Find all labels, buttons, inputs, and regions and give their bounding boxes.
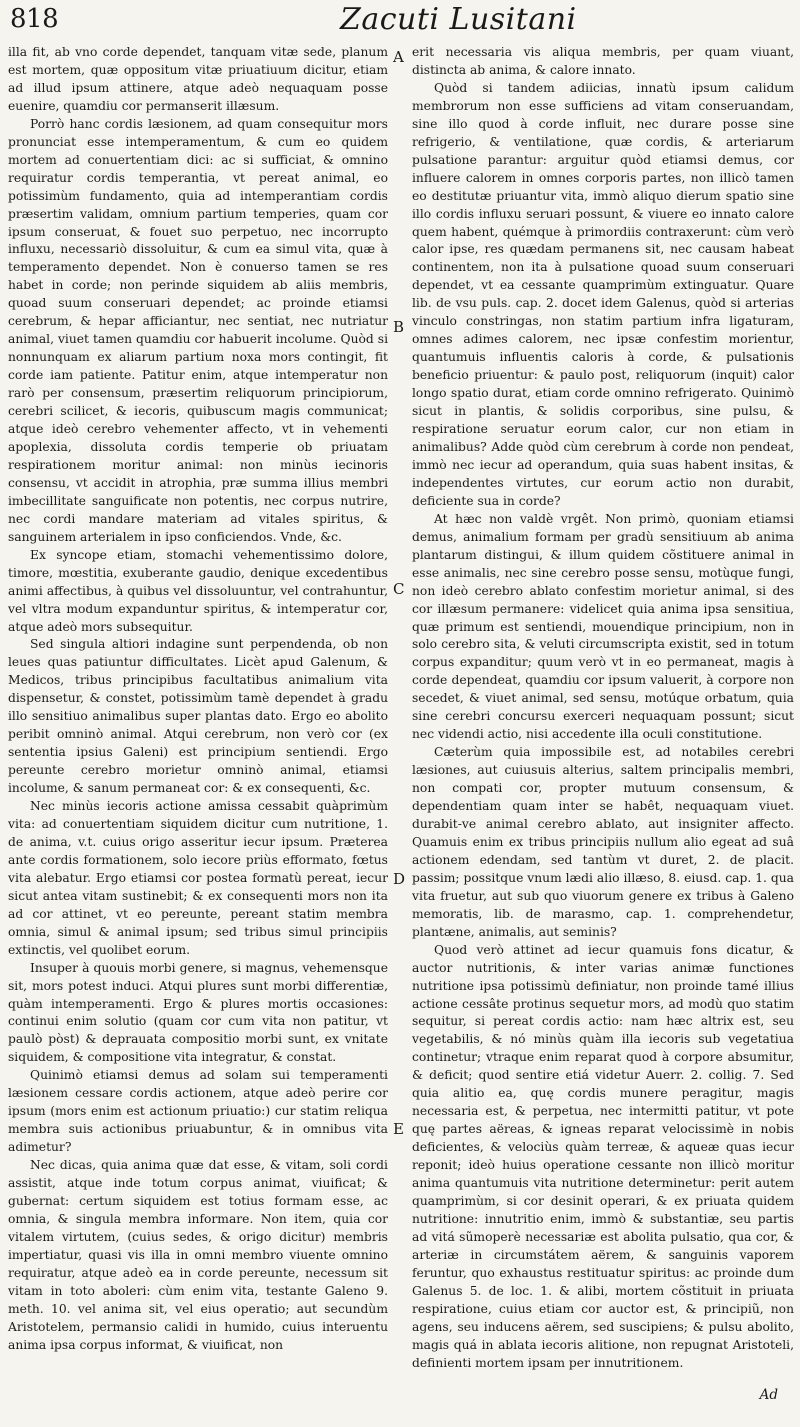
paragraph: erit necessaria vis aliqua membris, per quam viuant, distincta ab anima, & calore innato. [412,45,794,77]
margin-marker-b: B [393,318,405,336]
paragraph: At hæc non valdè vrgêt. Non primò, quoniam etiamsi demus, animalium formam per gradù sensitiuum ab anima plantarum distingui, & illum quidem cõstituere animal in esse animalis, nec sine cerebro posse sensu, motùque fungi, non ideò cerebro ablato confestim morietur animal, si des cor illæsum permanere: videlicet quia anima ipsa sensitiua, quæ primum est sentiendi, mouendique principium, non in solo cerebro sita, & veluti circumscripta existit, sed in totum corpus expanditur; quum verò vt in eo permaneat, magis à corde dependeat, quamdiu cor ipsum valuerit, à corpore non secedet, & viuet animal, sed sensu, motúque orbatum, quia sine cerebri concursu exerceri nequaquam possunt; sicut nec videndi actio, nisi accedente illa oculi constitutione. [412,511,794,742]
paragraph: illa fit, ab vno corde dependet, tanquam vitæ sede, planum est mortem, quæ oppositum vitæ priuatiuum dicitur, etiam ad illud ipsum attinere, atque adeò nequaquam posse euenire, quamdiu cor permanserit illæsum. [8,45,388,113]
left-column [8,44,388,1355]
paragraph: Nec dicas, quia anima quæ dat esse, & vitam, soli cordi assistit, atque inde totum corpus animat, viuificat; & gubernat: certum siquidem est totius formam esse, ac omnia, & singula membra informare. Non item, quia cor vitalem virtutem, (cuius sedes, & origo dicitur) membris impertiatur, quasi vis illa in omni membro viuente omnino requiratur, atque adeò ea in corde pereunte, necessum sit vitam in toto aboleri: cùm enim vita, testante Galeno 9. meth. 10. vel anima sit, vel eius operatio; aut secundùm Aristotelem, permansio calidi in humido, cuius interuentu anima ipsa corpus informat, & viuificat, non [8,1158,388,1352]
catchword: Ad [759,1387,778,1403]
paragraph: Cæterùm quia impossibile est, ad notabiles cerebri læsiones, aut cuiusuis alterius, saltem principalis membri, non compati cor, propter mutuum consensum, & dependentiam quam inter se habêt, nequaquam viuet. durabit-ve animal cerebro ablato, aut insigniter affecto. Quamuis enim ex tribus principiis nullum alio egeat ad suâ actionem edendam, sed tantùm vt duret, 2. de placit. passim; possitque vnum lædi alio illæso, 8. eiusd. cap. 1. qua vita fruetur, aut sub quo viuorum genere ex tribus à Galeno memoratis, lib. de marasmo, cap. 1. comprehendetur, plantæne, animalis, aut seminis? [412,745,794,939]
paragraph: Porrò hanc cordis læsionem, ad quam consequitur mors pronunciat esse intemperamentum, & cum eo quidem mortem ad conuertentiam dici: ac si sufficiat, & omnino requiratur cordis temperantia, vt pereat animal, eo potissimùm fundamento, quia ad intemperantiam cordis præsertim validam, omnium partium temperies, quam cor ipsum conseruat, & fouet suo perpetuo, nec incorrupto influxu, necessariò dissoluitur, & cum ea simul vita, quæ à temperamento dependet. Non è conuerso tamen se res habet in corde; non perinde siquidem ab aliis membris, quoad suum conseruari dependet; ac proinde etiamsi cerebrum, & hepar afficiantur, nec sentiat, nec nutriatur animal, viuet tamen quamdiu cor habuerit incolume. Quòd si nonnunquam ex aliarum partium noxa mors contingit, fit corde iam patiente. Patitur enim, atque intemperatur non rarò per consensum, præsertim reliquorum principiorum, cerebri scilicet, & iecoris, quibuscum magis communicat; atque ideò cerebro vehementer affecto, vt in vehementi apoplexia, dissoluta cordis temperie ob priuatam respirationem moritur animal: non minùs iecinoris consensu, vt accidit in atrophia, præ summa illius membri imbecillitate sanguificate non potentis, nec corpus nutrire, nec cordi mandare materiam ad vitales spiritus, & sanguinem arterialem in ipso conficiendos. Vnde, &c. [8,116,388,544]
page-number: 818 [10,4,59,34]
paragraph: Quinimò etiamsi demus ad solam sui temperamenti læsionem cessare cordis actionem, atque adeò perire cor ipsum (mors enim est actionum priuatio:) cur statim reliqua membra suis actionibus priuabuntur, & in omnibus vita adimetur? [8,1068,388,1155]
paragraph: Insuper à quouis morbi genere, si magnus, vehemensque sit, mors potest induci. Atqui plures sunt morbi differentiæ, quàm intemperamenti. Ergo & plures mortis occasiones: continui enim solutio (quam cor cum vita non patitur, vt paulò pòst) & deprauata compositio morbi sunt, ex vnitate siquidem, & compositione vita integratur, & constat. [8,960,388,1065]
paragraph: Quod verò attinet ad iecur quamuis fons dicatur, & auctor nutritionis, & inter varias animæ functiones nutritione ipsa potissimù definiatur, non proinde tamé illius actione cessâte protinus sequetur mors, ad modù quo statim sequitur, si pereat cordis actio: nam hæc altrix est, seu vegetabilis, & nó minùs quàm illa iecoris sub vegetatiua continetur; vtraque enim reparat quod à corpore absumitur, & deficit; quod sentire etiá videtur Auerr. 2. collig. 7. Sed quia alitio ea, quę cordis munere peragitur, magis necessaria est, & perpetua, nec intermitti patitur, vt pote quę partes aëreas, & igneas reparat velocissimè in nobis deficientes, & velociùs quàm terreæ, & aqueæ quas iecur reponit; ideò huius operatione cessante non illicò moritur anima quantumuis vita nutritione determinetur: perit autem quamprimùm, si cor desinit operari, & ex priuata quidem nutritione: innutritio enim, immò & substantiæ, seu partis ad vitá sũmoperè necessariæ est abolita pulsatio, qua cor, & arteriæ in circumstátem aërem, & sanguinis vaporem feruntur, quo exhaustus restituatur spiritus: ac proinde dum Galenus 5. de loc. 1. & alibi, mortem cõstituit in priuata respiratione, cuius etiam cor auctor est, & principiũ, non agens, seu inducens aërem, sed suscipiens; & pulsu abolito, magis quá in ablata iecoris alitione, non repugnat Aristoteli, definienti mortem ipsam per innutritionem. [412,942,794,1370]
paragraph: Quòd si tandem adiicias, innatù ipsum calidum membrorum non esse sufficiens ad vitam conseruandam, sine illo quod à corde influit, nec durare posse sine refrigerio, & ventilatione, quæ cordis, & arteriarum pulsatione parantur: arguitur quòd etiamsi demus, cor influere calorem in omnes corporis partes, non illicò tamen eo destitutæ priuantur vita, immò aliquo dierum spatio sine illo cordis influxu seruari possunt, & viuere eo innato calore quem habent, quémque à primordiis contraxerunt: cùm verò calor ipse, res quædam permanens sit, nec causam habeat continentem, non ita à pulsatione quoad suum conseruari dependet, vt ea cessante quamprimùm extinguatur. Quare lib. de vsu puls. cap. 2. docet idem Galenus, quòd si arterias vinculo constringas, non statim partium infra ligaturam, omnes adimes calorem, nec ipsæ confestim morientur, quantumuis influentis caloris à corde, & pulsationis beneficio priuentur: & paulo post, reliquorum (inquit) calor longo spatio durat, etiam corde omnino refrigerato. Quinimò sicut in plantis, & solidis corporibus, sine pulsu, & respiratione seruatur eorum calor, cur non etiam in animalibus? Adde quòd cùm cerebrum à corde non pendeat, immò nec iecur ad operandum, quia suas habent insitas, & independentes virtutes, cur eorum actio non durabit, deficiente sua in corde? [412,80,794,508]
paragraph: Ex syncope etiam, stomachi vehementissimo dolore, timore, mœstitia, exuberante gaudio, denique excedentibus animi affectibus, à quibus vel dissoluuntur, vel contrahuntur, vel vltra modum expanduntur spiritus, & intemperatur cor, atque adeò mors subsequitur. [8,547,388,634]
paragraph: Nec minùs iecoris actione amissa cessabit quàprimùm vita: ad conuertentiam siquidem dicitur cum nutritione, 1. de anima, v.t. cuius origo asseritur iecur ipsum. Præterea ante cordis formationem, solo iecore priùs efformato, fœtus vita alebatur. Ergo etiamsi cor postea formatù pereat, iecur sicut antea vitam sustinebit; & ex consequenti mors non ita ad cor attinet, vt eo pereunte, pereant statim membra omnia, simul & animal ipsum; sed tribus simul principiis extinctis, vel quolibet eorum. [8,799,388,957]
margin-marker-d: D [393,870,406,888]
margin-marker-e: E [393,1120,404,1138]
page-header [0,2,800,42]
margin-marker-a: A [393,48,404,66]
margin-marker-c: C [393,580,405,598]
paragraph: Sed singula altiori indagine sunt perpendenda, ob non leues quas patiuntur difficultates. Licèt apud Galenum, & Medicos, tribus principibus facultatibus animalium vita dispensetur, & constet, potissimùm tamè dependet à gradu illo sensitiuo animalibus super plantas dato. Ergo eo abolito peribit omninò animal. Atqui cerebrum, non verò cor (ex sententia ipsius Galeni) est principium sentiendi. Ergo pereunte cerebro morietur omninò animal, etiamsi incolume, & sanum permaneat cor: & ex consequenti, &c. [8,637,388,796]
running-head: Zacuti Lusitani [340,2,577,37]
right-column [412,44,794,1373]
